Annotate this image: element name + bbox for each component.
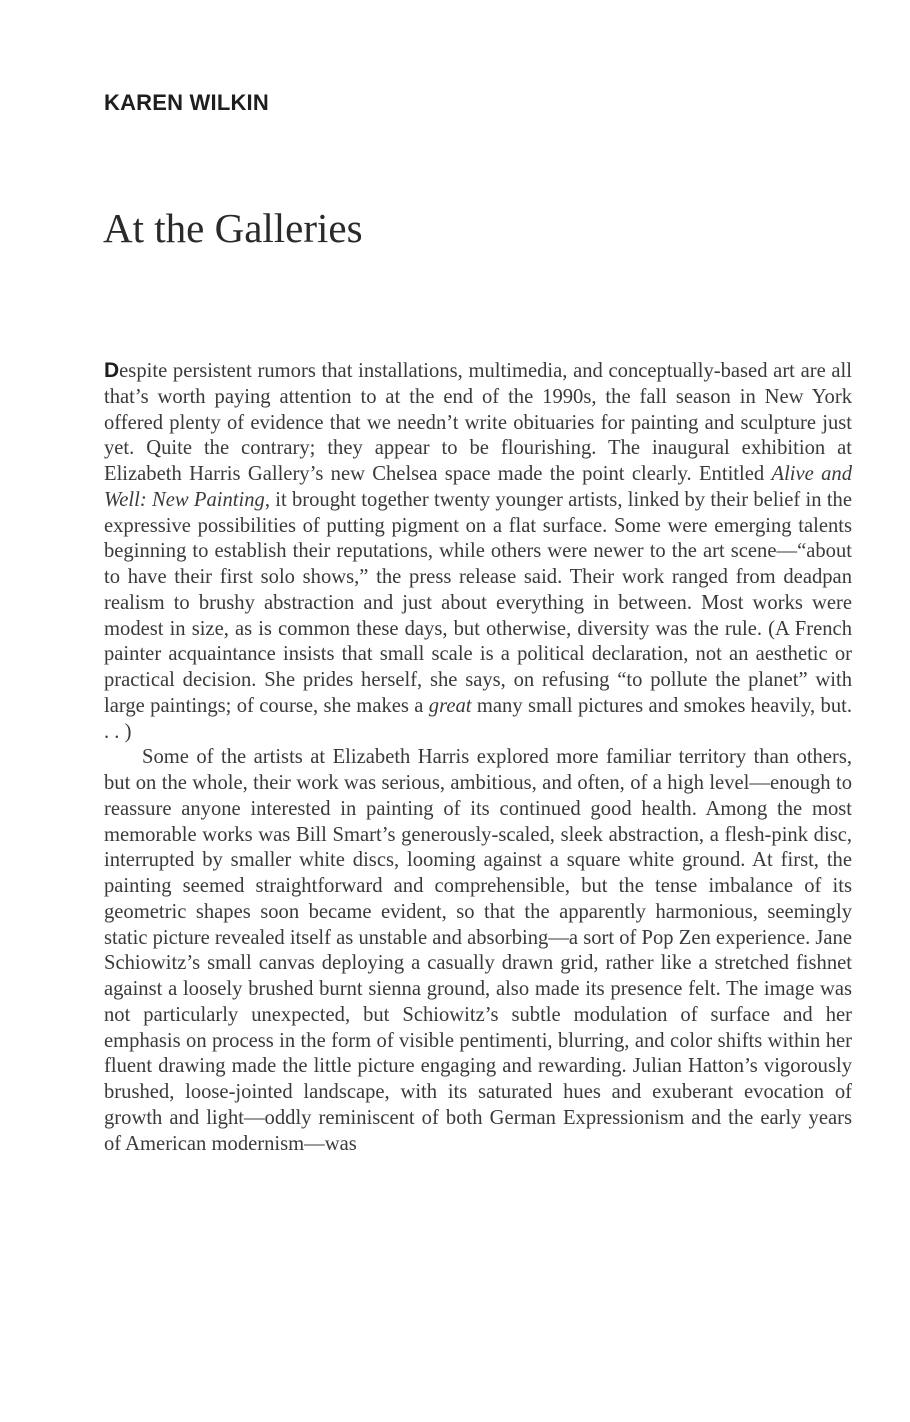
paragraph-1-text-c: many small pictures and smokes heavily, but. . . ) <box>104 694 852 743</box>
article-title: At the Galleries <box>103 205 363 251</box>
paragraph-2: Some of the artists at Elizabeth Harris explored more familiar territory than others, but on the whole, their work was serious, ambitious, and often, of a high level—enough to reassure anyone interested in painting of its continued good health. Among the most memorable works was Bill Smart’s generously-scaled, sleek abstraction, a flesh-pink disc, interrupted by smaller white discs, looming against a square white ground. At first, the painting seemed straightforward and comprehensible, but the tense imbalance of its geometric shapes soon became evident, so that the apparently harmonious, seemingly static picture revealed itself as unstable and absorbing—a sort of Pop Zen experience. Jane Schiowitz’s small canvas deploying a casually drawn grid, rather like a stretched fishnet against a loosely brushed burnt sienna ground, also made its presence felt. The image was not particularly unexpected, but Schiowitz’s subtle modulation of surface and her emphasis on process in the form of visible pentimenti, blurring, and color shifts within her fluent drawing made the little picture engaging and rewarding. Julian Hatton’s vigorously brushed, loose-jointed landscape, with its saturated hues and exuberant evocation of growth and light—oddly reminiscent of both German Expressionism and the early years of American modernism—was <box>104 746 852 1155</box>
initial-letter: D <box>104 359 120 382</box>
exhibition-title: Alive and Well: New Painting <box>104 463 853 511</box>
paragraph-1-text-a: espite persistent rumors that installations, multimedia, and conceptually-based art are all that’s worth paying attention to at the end of the 1990s, the fall season in New York offered plenty of evidence that we needn’t write obituaries for painting and sculpture just yet. Quite the contrary; they appear to be flourishing. The inaugural exhibition at Elizabeth Harris Gallery’s new Chelsea space made the point clearly. Entitled <box>104 360 852 485</box>
paragraph-1-text-b: , it brought together twenty younger artists, linked by their belief in the expressive possibilities of putting pigment on a flat surface. Some were emerging talents beginning to establish their reputations, while others were newer to the art scene—“about to have their first solo shows,” the press release said. Their work ranged from deadpan realism to brushy abstraction and just about everything in between. Most works were modest in size, as is common these days, but otherwise, diversity was the rule. (A French painter acquaintance insists that small scale is a political declaration, not an aesthetic or practical decision. She prides herself, she says, on refusing “to pollute the planet” with large paintings; of course, she makes a <box>104 488 852 717</box>
article-body <box>104 358 852 1157</box>
emphasis-word: great <box>428 694 472 717</box>
author-name: KAREN WILKIN <box>104 90 269 115</box>
paragraph-1 <box>104 358 852 745</box>
